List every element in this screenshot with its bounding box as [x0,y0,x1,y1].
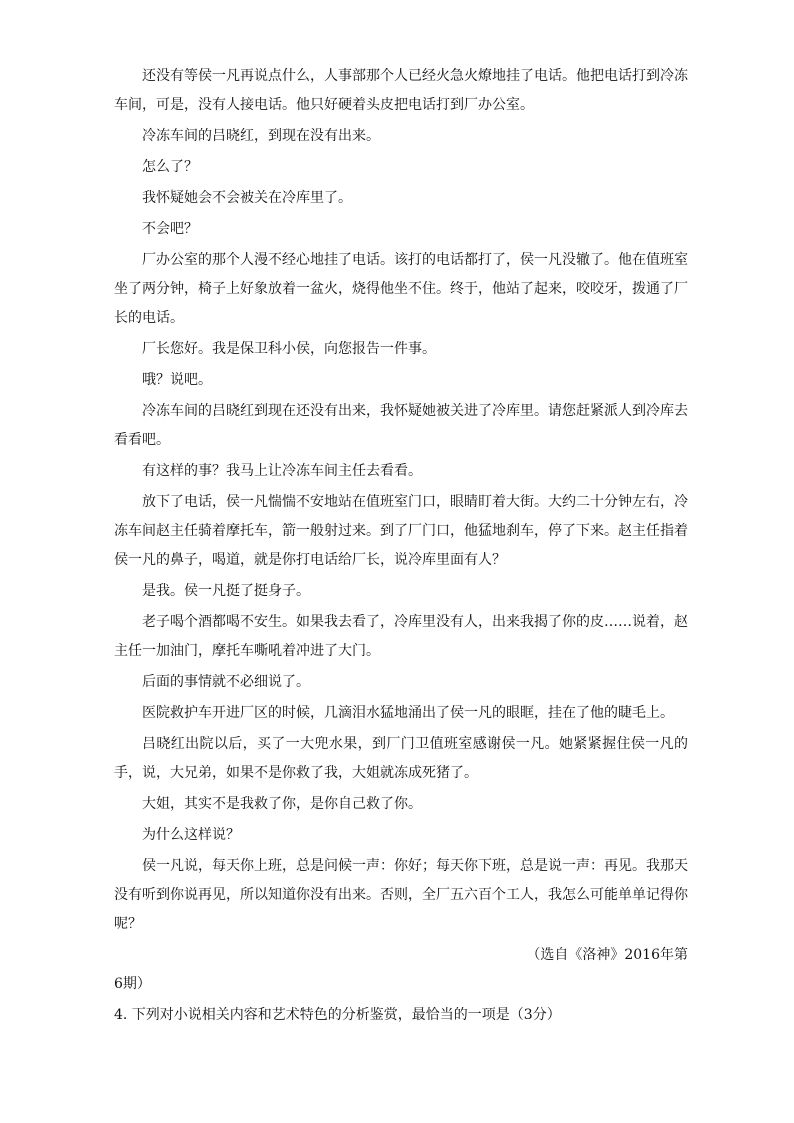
paragraph-5: 不会吧？ [142,221,198,237]
paragraph-1: 还没有等侯一凡再说点什么，人事部那个人已经火急火燎地挂了电话。他把电话打到冷冻车间，可是，没有人接电话。他只好硬着头皮把电话打到厂办公室。 [114,68,688,113]
paragraph-19: 侯一凡说，每天你上班，总是问候一声：你好；每天你下班，总是说一声：再见。我那天没有听到你说再见，所以知道你没有出来。否则，全厂五六百个工人，我怎么可能单单记得你呢？ [114,858,688,932]
source-citation-continued: 6期） [114,976,151,992]
paragraph-2: 冷冻车间的吕晓红，到现在没有出来。 [142,128,380,144]
paragraph-17: 大姐，其实不是我救了你，是你自己救了你。 [142,796,422,812]
paragraph-3: 怎么了？ [142,159,198,175]
paragraph-16: 吕晓红出院以后，买了一大兜水果，到厂门卫值班室感谢侯一凡。她紧紧握住侯一凡的手，说，大兄弟，如果不是你救了我，大姐就冻成死猪了。 [114,736,688,781]
paragraph-11: 放下了电话，侯一凡惴惴不安地站在值班室门口，眼睛盯着大街。大约二十分钟左右，冷冻车间赵主任骑着摩托车，箭一般射过来。到了厂门口，他猛地刹车，停了下来。赵主任指着侯一凡的鼻子，喝道，就是你打电话给厂长，说冷库里面有人？ [114,494,688,568]
paragraph-9: 冷冻车间的吕晓红到现在还没有出来，我怀疑她被关进了冷库里。请您赶紧派人到冷库去看看吧。 [114,403,688,448]
paragraph-8: 哦？说吧。 [142,372,212,388]
paragraph-18: 为什么这样说？ [142,827,240,843]
source-citation: （选自《洛神》2016年第 [526,947,688,963]
paragraph-7: 厂长您好。我是保卫科小侯，向您报告一件事。 [142,341,436,357]
paragraph-6: 厂办公室的那个人漫不经心地挂了电话。该打的电话都打了，侯一凡没辙了。他在值班室坐了两分钟，椅子上好象放着一盆火，烧得他坐不住。终于，他站了起来，咬咬牙，拨通了厂长的电话。 [114,252,688,326]
passage-body [114,62,688,1030]
paragraph-10: 有这样的事？我马上让冷冻车间主任去看看。 [142,463,422,479]
paragraph-4: 我怀疑她会不会被关在冷库里了。 [142,190,352,206]
question-4: 4. 下列对小说相关内容和艺术特色的分析鉴赏，最恰当的一项是（3分） [114,1007,561,1023]
paragraph-15: 医院救护车开进厂区的时候，几滴泪水猛地涌出了侯一凡的眼眶，挂在了他的睫毛上。 [142,705,674,721]
paragraph-13: 老子喝个酒都喝不安生。如果我去看了，冷库里没有人，出来我揭了你的皮……说着，赵主任一加油门，摩托车嘶吼着冲进了大门。 [114,614,688,659]
paragraph-12: 是我。侯一凡挺了挺身子。 [142,583,310,599]
paragraph-14: 后面的事情就不必细说了。 [142,674,310,690]
